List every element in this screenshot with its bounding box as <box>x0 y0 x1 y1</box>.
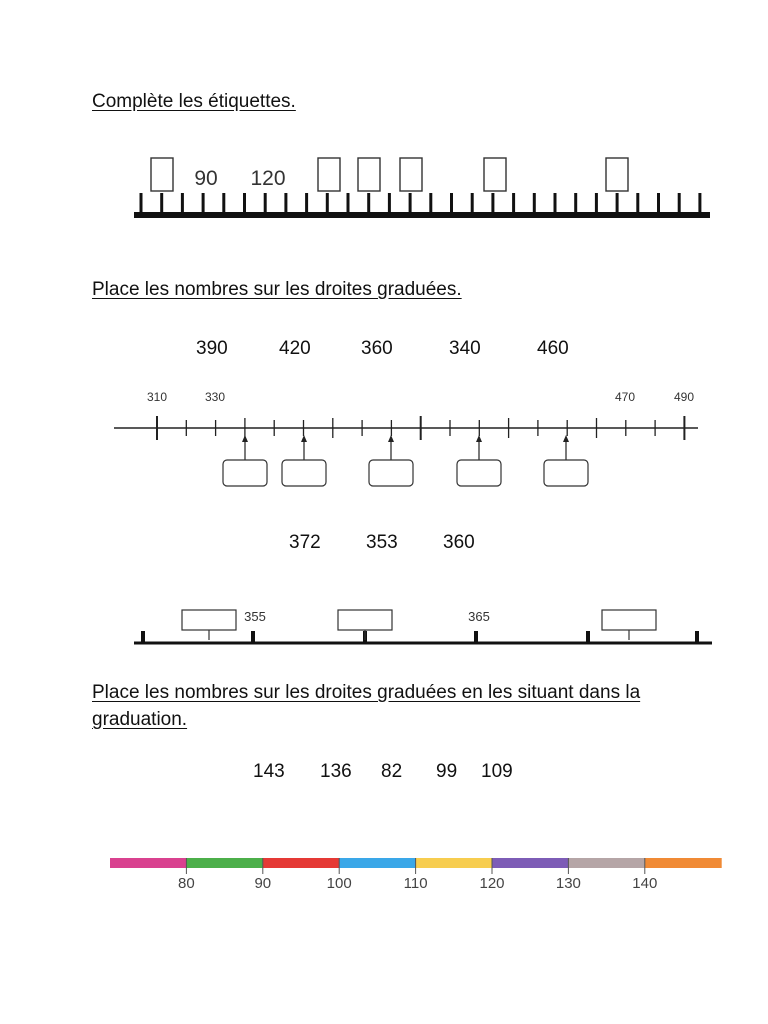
colored-line-tick-label: 100 <box>326 875 352 892</box>
line-a-arrow-icon <box>388 435 394 442</box>
line-a-answer-box[interactable] <box>457 460 501 486</box>
line-a-label-470: 470 <box>614 390 636 404</box>
number-a-1: 390 <box>196 338 228 359</box>
ex1-empty-label-box[interactable] <box>358 158 380 191</box>
line-a-arrow-icon <box>242 435 248 442</box>
ex1-axis-line <box>134 212 710 218</box>
line-b-label-355: 355 <box>244 609 266 624</box>
line-a-answer-box[interactable] <box>369 460 413 486</box>
line-a-arrow-icon <box>563 435 569 442</box>
ex1-empty-label-box[interactable] <box>318 158 340 191</box>
line-a-answer-box[interactable] <box>544 460 588 486</box>
colored-segment <box>110 858 187 868</box>
exercise1-instruction: Complète les étiquettes. <box>92 91 296 112</box>
number-a-4: 340 <box>449 338 481 359</box>
line-b-tick <box>695 631 699 643</box>
colored-segment <box>186 858 263 868</box>
number-b-2: 353 <box>366 532 398 553</box>
number-c-5: 109 <box>481 761 513 782</box>
line-b-answer-box[interactable] <box>602 610 656 630</box>
line-a-label-310: 310 <box>146 390 168 404</box>
colored-line-tick-label: 110 <box>403 875 428 892</box>
number-a-5: 460 <box>537 338 569 359</box>
line-a-arrow-icon <box>301 435 307 442</box>
line-a-label-330: 330 <box>204 390 226 404</box>
number-c-1: 143 <box>253 761 285 782</box>
line-b-tick <box>474 631 478 643</box>
exercise2-instruction: Place les nombres sur les droites graduées. <box>92 279 462 300</box>
colored-line-tick-label: 90 <box>254 875 272 892</box>
exercise2-number-line-a <box>0 380 768 500</box>
ex1-empty-label-box[interactable] <box>606 158 628 191</box>
line-b-tick <box>251 631 255 643</box>
line-a-answer-box[interactable] <box>223 460 267 486</box>
colored-segment <box>263 858 340 868</box>
ex1-label-120: 120 <box>250 167 286 190</box>
number-c-3: 82 <box>381 761 403 782</box>
colored-line-tick-label: 80 <box>178 875 195 892</box>
colored-segment <box>645 858 722 868</box>
exercise3-colored-number-line <box>0 850 768 910</box>
number-c-4: 99 <box>436 761 458 782</box>
line-b-answer-box[interactable] <box>182 610 236 630</box>
colored-line-tick-label: 130 <box>555 875 581 892</box>
colored-line-tick-label: 140 <box>632 875 658 892</box>
ex1-empty-label-box[interactable] <box>400 158 422 191</box>
line-b-tick <box>586 631 590 643</box>
line-a-arrow-icon <box>476 435 482 442</box>
ex1-empty-label-box[interactable] <box>484 158 506 191</box>
line-b-answer-box[interactable] <box>338 610 392 630</box>
number-c-2: 136 <box>320 761 352 782</box>
number-a-2: 420 <box>279 338 311 359</box>
ex1-empty-label-box[interactable] <box>151 158 173 191</box>
ex1-label-90: 90 <box>194 167 218 190</box>
exercise2-number-line-b <box>0 600 768 660</box>
colored-segment <box>339 858 416 868</box>
line-a-label-490: 490 <box>673 390 695 404</box>
colored-segment <box>416 858 493 868</box>
line-b-tick <box>141 631 145 643</box>
line-b-label-365: 365 <box>468 609 490 624</box>
number-a-3: 360 <box>361 338 393 359</box>
colored-line-tick-label: 120 <box>479 875 505 892</box>
number-b-1: 372 <box>289 532 321 553</box>
colored-segment <box>492 858 569 868</box>
number-b-3: 360 <box>443 532 475 553</box>
exercise3-instruction: Place les nombres sur les droites graduées en les situant dans la graduation. <box>92 682 641 730</box>
line-a-answer-box[interactable] <box>282 460 326 486</box>
colored-segment <box>568 858 645 868</box>
exercise1-number-line <box>0 0 768 240</box>
